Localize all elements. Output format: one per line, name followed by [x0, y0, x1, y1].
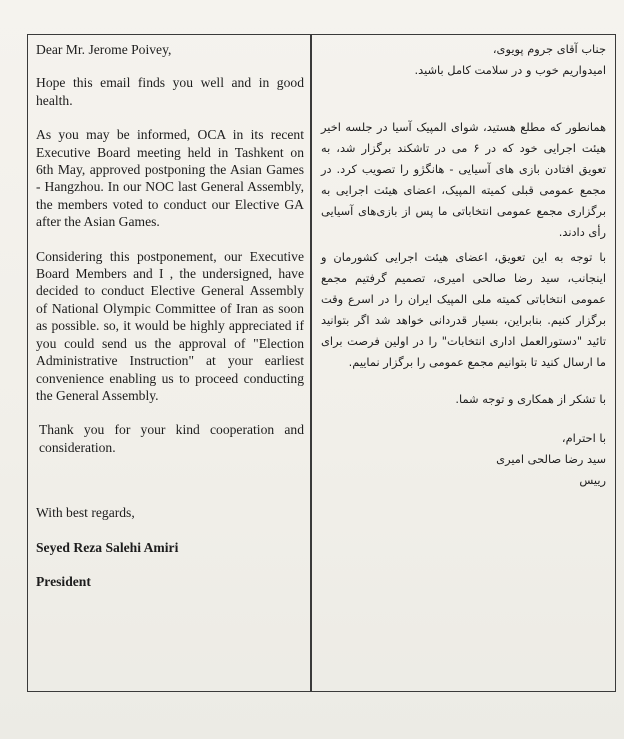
persian-signer-name: سید رضا صالحی امیری — [496, 452, 606, 466]
signer-name: Seyed Reza Salehi Amiri — [36, 539, 179, 555]
english-closing: With best regards, — [36, 505, 135, 521]
column-divider — [310, 35, 312, 691]
english-thanks: Thank you for your kind cooperation and consideration. — [39, 422, 304, 455]
persian-signer-title: رییس — [579, 473, 606, 487]
english-greeting: Hope this email finds you well and in good health. — [36, 75, 304, 108]
english-paragraph-2: Considering this postponement, our Executive Board Members and I , the undersigned, have decided to conduct Elective General Assembly of National Olympic Committee of Iran as soon as possible. so, it would be highly appreciated if you could send us the approval of "Election Administrative Instruction" at your earliest convenience enabling us to proceed conducting the General Assembly. — [36, 248, 304, 403]
signer-title: President — [36, 573, 91, 589]
persian-paragraph-1: همانطور که مطلع هستید، شوای المپیک آسیا در جلسه اخیر هیئت اجرایی خود که در ۶ می در تاشکند برگزار شد، به تعویق افتادن بازی های آسیایی - هانگژو را تصویب کرد. در مجمع عمومی قبلی کمیته المپیک، اعضای هیئت اجرایی به برگزاری مجمع عمومی انتخاباتی ما پس از بازی‌های آسیایی رأی دادند. — [321, 120, 606, 239]
english-column — [36, 41, 304, 590]
persian-paragraph-2: با توجه به این تعویق، اعضای هیئت اجرایی کشورمان و اینجانب، سید رضا صالحی امیری، تصمیم گرفتیم مجمع عمومی انتخاباتی کمیته ملی المپیک ایران را در اسرع وقت برگزار کنیم. بنابراین، بسیار قدردانی خواهد شد اگر بتوانید تائید "دستورالعمل اداری انتخابات" را در اولین فرصت برای ما ارسال کنید تا بتوانیم مجمع عمومی را برگزار نماییم. — [321, 250, 606, 369]
persian-closing: با احترام، — [561, 431, 606, 445]
persian-thanks: با تشکر از همکاری و توجه شما. — [455, 392, 606, 406]
persian-greeting: امیدواریم خوب و در سلامت کامل باشید. — [414, 63, 606, 77]
english-salutation: Dear Mr. Jerome Poivey, — [36, 42, 172, 57]
bilingual-letter-table — [27, 34, 616, 692]
english-paragraph-1: As you may be informed, OCA in its recent Executive Board meeting held in Tashkent on 6th May, approved postponing the Asian Games - Hangzhou. In our NOC last General Assembly, the members voted to conduct our Elective GA after the Asian Games. — [36, 127, 304, 230]
persian-salutation: جناب آقای جروم پویوی، — [492, 42, 606, 56]
persian-column — [321, 39, 606, 491]
